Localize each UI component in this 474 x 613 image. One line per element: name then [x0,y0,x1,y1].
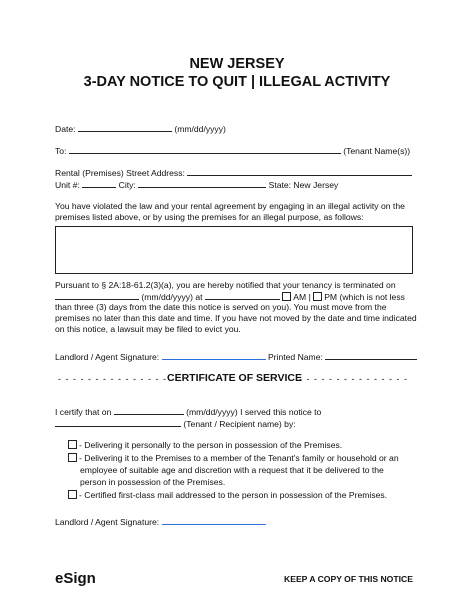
termination-date-field[interactable] [55,291,139,300]
address-label: Rental (Premises) Street Address: [55,168,185,178]
certified-mail-checkbox[interactable] [68,490,77,499]
tenant-name-field[interactable] [69,145,341,154]
pursuant-line-5: on this notice, a lawsuit may be filed to evict you. [55,324,241,334]
unit-field[interactable] [82,179,116,188]
address-row [55,167,412,179]
pm-checkbox[interactable] [313,292,322,301]
unit-label: Unit #: [55,180,80,190]
service-option-3 [68,490,387,501]
certificate-signature-label: Landlord / Agent Signature: [55,517,160,527]
violation-line-1: You have violated the law and your rental agreement by engaging in an illegal activity on the [55,201,405,211]
city-label: City: [118,180,136,190]
pursuant-date-format: (mm/dd/yyyy) at [141,292,203,302]
am-checkbox[interactable] [282,292,291,301]
divider-right: - - - - - - - - - - - - - - - [299,374,408,384]
service-option-2 [68,453,399,464]
tenant-names-label: (Tenant Name(s)) [343,146,411,156]
recipient-label: (Tenant / Recipient name) by: [183,419,296,429]
date-label: Date: [55,124,76,134]
unit-row [55,179,338,191]
date-row [55,123,226,135]
landlord-signature-field[interactable] [162,351,266,360]
certify-label: I certify that on [55,407,112,417]
to-label: To: [55,146,67,156]
page-title: 3-DAY NOTICE TO QUIT | ILLEGAL ACTIVITY [83,74,391,90]
am-label: AM [293,292,307,302]
printed-name-label: Printed Name: [267,352,323,362]
address-field[interactable] [187,167,412,176]
city-field[interactable] [138,179,266,188]
pursuant-line-3: than three (3) days from the date this notice is served on you). You must move from the [55,302,387,312]
option-2-label-3: person in possession of the Premises. [80,477,226,487]
esign-logo: eSign [55,570,96,587]
pursuant-line-2: (mm/dd/yyyy) at AM | PM (which is not less [55,291,405,303]
service-date-field[interactable] [114,406,184,415]
option-2-label-2: employee of suitable age and discretion with a request that it be delivered to the [80,465,384,475]
pursuant-line-1: Pursuant to § 2A:18-61.2(3)(a), you are hereby notified that your tenancy is terminated on [55,280,396,290]
keep-copy-notice: KEEP A COPY OF THIS NOTICE [284,574,413,584]
to-row [55,145,410,157]
certificate-signature-field[interactable] [162,516,266,525]
option-3-label: - Certified first-class mail addressed to the person in possession of the Premises. [79,490,388,500]
personal-delivery-checkbox[interactable] [68,440,77,449]
certify-format: (mm/dd/yyyy) I served this notice to [186,407,322,417]
recipient-name-field[interactable] [55,418,181,427]
certificate-heading: CERTIFICATE OF SERVICE [167,372,302,384]
pursuant-line-4: premises no later than this date and time. If you have not moved by the date and time indicated [55,313,417,323]
state-heading: NEW JERSEY [189,56,285,72]
divider-left: - - - - - - - - - - - - - - - [58,374,167,384]
option-1-label: - Delivering it personally to the person in possession of the Premises. [79,440,343,450]
recipient-row [55,418,296,430]
signature-row [55,351,417,363]
certificate-signature-row [55,516,266,528]
service-option-1 [68,440,342,451]
state-label: State: New Jersey [268,180,339,190]
date-format: (mm/dd/yyyy) [174,124,226,134]
violation-line-2: premises listed above, or by using the premises for an illegal purpose, as follows: [55,212,364,222]
termination-time-field[interactable] [205,291,280,300]
option-2-label-1: - Delivering it to the Premises to a member of the Tenant's family or household or an [79,453,399,463]
date-field[interactable] [78,123,172,132]
household-delivery-checkbox[interactable] [68,453,77,462]
illegal-activity-textbox[interactable] [55,226,413,274]
certify-row [55,406,321,418]
printed-name-field[interactable] [325,351,417,360]
landlord-signature-label: Landlord / Agent Signature: [55,352,160,362]
pm-label: PM (which is not less [324,292,405,302]
